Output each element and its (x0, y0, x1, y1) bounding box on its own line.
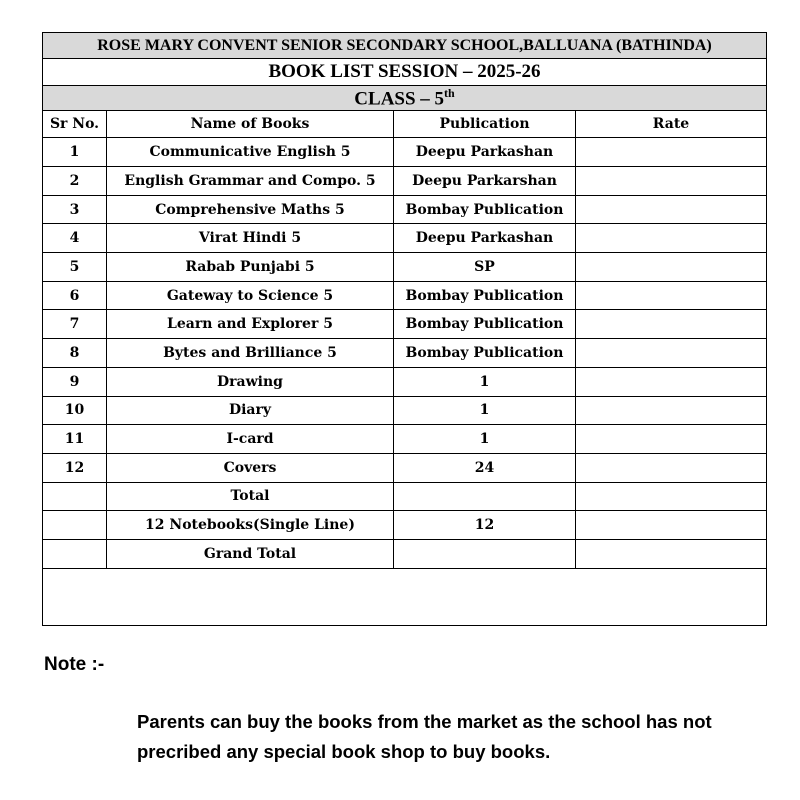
class-suffix: th (444, 86, 455, 100)
cell-rate (576, 339, 767, 368)
cell-book-name: Learn and Explorer 5 (107, 310, 394, 339)
cell-sr: 5 (43, 253, 107, 282)
cell-book-name: Comprehensive Maths 5 (107, 195, 394, 224)
cell-publication: Deepu Parkashan (394, 138, 576, 167)
cell-sr: 4 (43, 224, 107, 253)
school-name-row (43, 33, 767, 59)
cell-publication: Deepu Parkarshan (394, 167, 576, 196)
class-title-cell (43, 86, 767, 111)
cell-rate (576, 224, 767, 253)
cell-book-name: 12 Notebooks(Single Line) (107, 511, 394, 540)
table-row (43, 511, 767, 540)
cell-publication: Bombay Publication (394, 281, 576, 310)
table-row (43, 482, 767, 511)
cell-rate (576, 453, 767, 482)
table-row (43, 453, 767, 482)
cell-sr: 8 (43, 339, 107, 368)
book-list-sheet (42, 32, 766, 626)
cell-rate (576, 138, 767, 167)
column-header-sr: Sr No. (43, 111, 107, 138)
cell-publication (394, 539, 576, 568)
cell-book-name: Diary (107, 396, 394, 425)
cell-rate (576, 511, 767, 540)
cell-publication: Bombay Publication (394, 310, 576, 339)
table-row (43, 167, 767, 196)
table-row (43, 195, 767, 224)
cell-book-name: Covers (107, 453, 394, 482)
session-title: BOOK LIST SESSION – 2025-26 (43, 59, 767, 86)
cell-rate (576, 367, 767, 396)
cell-publication: 1 (394, 425, 576, 454)
cell-sr: 3 (43, 195, 107, 224)
column-header-rate: Rate (576, 111, 767, 138)
cell-book-name: Drawing (107, 367, 394, 396)
column-header-name: Name of Books (107, 111, 394, 138)
cell-publication: 1 (394, 367, 576, 396)
table-row (43, 253, 767, 282)
table-row (43, 310, 767, 339)
note-label: Note :- (44, 654, 105, 675)
table-row (43, 539, 767, 568)
column-header-row (43, 111, 767, 138)
cell-sr: 2 (43, 167, 107, 196)
table-row (43, 281, 767, 310)
cell-sr (43, 511, 107, 540)
cell-sr: 1 (43, 138, 107, 167)
book-list-table (42, 32, 767, 626)
cell-book-name: Communicative English 5 (107, 138, 394, 167)
cell-book-name: Bytes and Brilliance 5 (107, 339, 394, 368)
cell-book-name: Gateway to Science 5 (107, 281, 394, 310)
cell-sr (43, 539, 107, 568)
table-row (43, 339, 767, 368)
cell-rate (576, 195, 767, 224)
table-row (43, 224, 767, 253)
cell-book-name: English Grammar and Compo. 5 (107, 167, 394, 196)
cell-rate (576, 253, 767, 282)
table-row (43, 138, 767, 167)
cell-publication: Deepu Parkashan (394, 224, 576, 253)
cell-rate (576, 425, 767, 454)
cell-sr (43, 482, 107, 511)
blank-cell (43, 568, 767, 625)
cell-publication: 1 (394, 396, 576, 425)
cell-rate (576, 539, 767, 568)
blank-row (43, 568, 767, 625)
cell-sr: 6 (43, 281, 107, 310)
cell-publication: SP (394, 253, 576, 282)
school-name: ROSE MARY CONVENT SENIOR SECONDARY SCHOOL,BALLUANA (BATHINDA) (43, 33, 767, 59)
cell-sr: 9 (43, 367, 107, 396)
cell-book-name: Rabab Punjabi 5 (107, 253, 394, 282)
cell-publication: Bombay Publication (394, 339, 576, 368)
table-row (43, 425, 767, 454)
cell-book-name: I-card (107, 425, 394, 454)
cell-sr: 10 (43, 396, 107, 425)
cell-book-name: Total (107, 482, 394, 511)
session-row (43, 59, 767, 86)
class-row (43, 86, 767, 111)
note-text: Parents can buy the books from the market as the school has not precribed any special book shop to buy books. (137, 711, 712, 762)
cell-rate (576, 310, 767, 339)
cell-publication: Bombay Publication (394, 195, 576, 224)
cell-rate (576, 482, 767, 511)
cell-rate (576, 167, 767, 196)
class-title: CLASS – 5 (354, 88, 445, 110)
cell-publication: 24 (394, 453, 576, 482)
cell-sr: 12 (43, 453, 107, 482)
column-header-publication: Publication (394, 111, 576, 138)
cell-book-name: Grand Total (107, 539, 394, 568)
cell-rate (576, 281, 767, 310)
cell-sr: 7 (43, 310, 107, 339)
cell-publication: 12 (394, 511, 576, 540)
cell-publication (394, 482, 576, 511)
cell-rate (576, 396, 767, 425)
table-row (43, 367, 767, 396)
cell-book-name: Virat Hindi 5 (107, 224, 394, 253)
table-row (43, 396, 767, 425)
cell-sr: 11 (43, 425, 107, 454)
